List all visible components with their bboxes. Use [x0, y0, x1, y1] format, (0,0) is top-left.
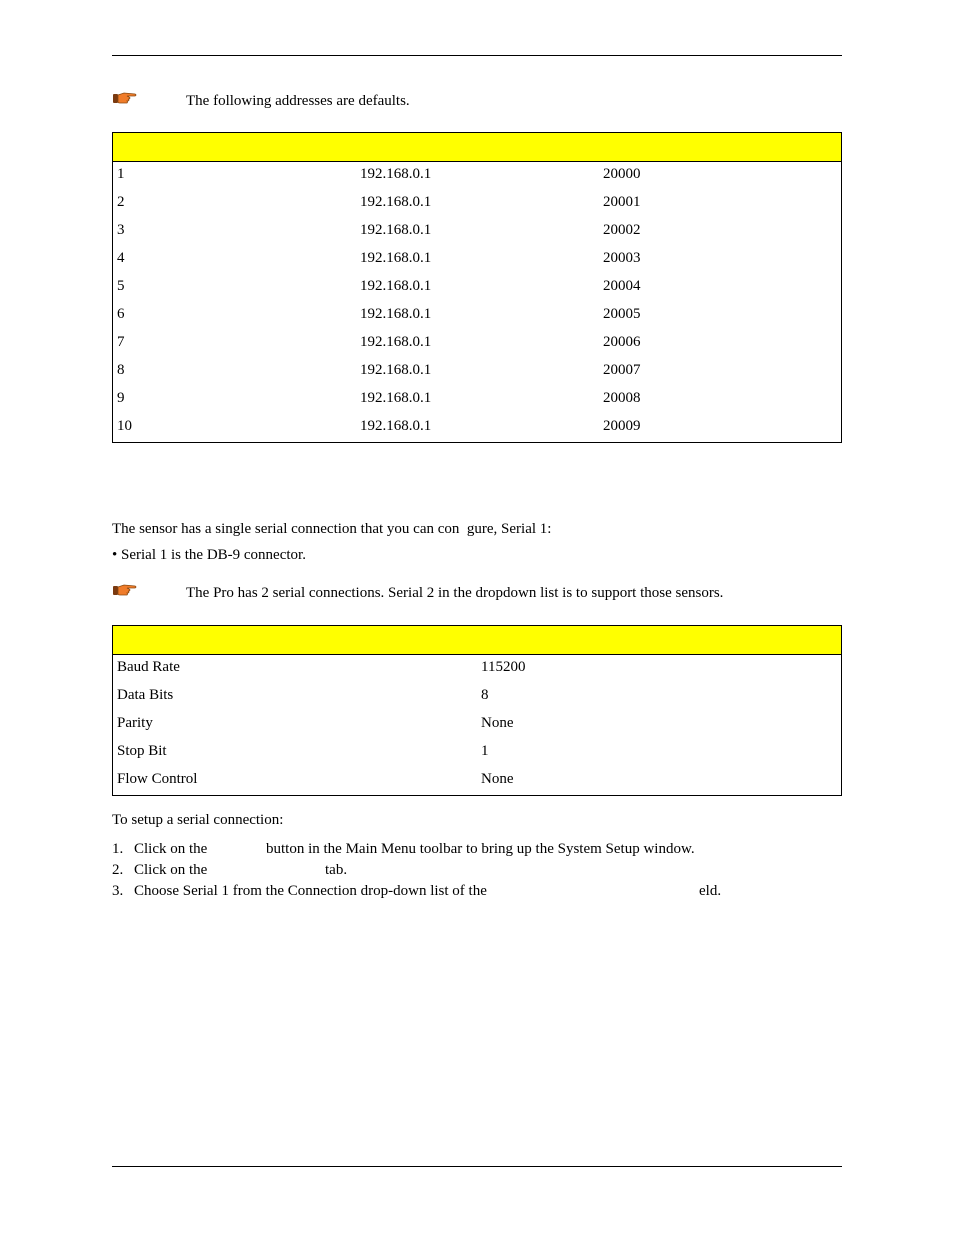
table-cell: Baud Rate	[117, 659, 180, 675]
step-text: Choose Serial 1 from the Connection drop-down list of the	[134, 883, 487, 899]
table-cell: 20007	[603, 362, 641, 378]
table-row	[113, 274, 841, 302]
table-cell: 192.168.0.1	[360, 278, 432, 294]
step-text: Click on the	[134, 862, 208, 878]
table-cell: 7	[117, 334, 125, 350]
table-cell: 3	[117, 222, 125, 238]
note-pro-serial	[112, 585, 842, 612]
table-cell: 115200	[481, 659, 526, 675]
table-cell: 8	[481, 687, 489, 703]
table-cell: 1	[481, 743, 489, 759]
table-row	[113, 330, 841, 358]
step-text: tab.	[325, 862, 348, 878]
table-row	[113, 190, 841, 218]
step-number: 3.	[112, 883, 124, 899]
table-row	[113, 246, 841, 274]
table-header	[113, 626, 841, 655]
step-text: eld.	[699, 883, 722, 899]
table-row	[113, 162, 841, 190]
table-cell: 20002	[603, 222, 641, 238]
table-cell: 20006	[603, 334, 641, 350]
table-header	[113, 133, 841, 162]
table-cell: 192.168.0.1	[360, 222, 432, 238]
table-cell: 9	[117, 390, 125, 406]
note-defaults	[112, 93, 842, 120]
table-row	[113, 711, 841, 739]
table-row	[113, 767, 841, 795]
table-cell: 192.168.0.1	[360, 334, 432, 350]
serial-table	[112, 625, 842, 796]
table-cell: 192.168.0.1	[360, 362, 432, 378]
header-rule	[112, 55, 842, 56]
table-cell: Stop Bit	[117, 743, 167, 759]
table-cell: 5	[117, 278, 125, 294]
address-table	[112, 132, 842, 443]
table-cell: 2	[117, 194, 125, 210]
table-row	[113, 655, 841, 683]
step-number: 1.	[112, 841, 124, 857]
table-cell: 20001	[603, 194, 641, 210]
table-cell: None	[481, 771, 514, 787]
table-cell: 4	[117, 250, 125, 266]
note-text: The Pro has 2 serial connections. Serial 2 in the dropdown list is to support those sensors.	[186, 585, 724, 601]
table-row	[113, 302, 841, 330]
table-cell: 20009	[603, 418, 641, 434]
table-cell: Flow Control	[117, 771, 198, 787]
pointing-hand-icon	[112, 90, 138, 106]
table-cell: 192.168.0.1	[360, 166, 432, 182]
table-cell: 192.168.0.1	[360, 250, 432, 266]
pointing-hand-icon	[112, 582, 138, 598]
table-cell: 20003	[603, 250, 641, 266]
table-cell: 20005	[603, 306, 641, 322]
table-row	[113, 739, 841, 767]
table-row	[113, 386, 841, 414]
table-cell: Data Bits	[117, 687, 174, 703]
serial-intro: The sensor has a single serial connection that you can con gure, Serial 1:	[112, 521, 552, 537]
table-row	[113, 683, 841, 711]
table-cell: 192.168.0.1	[360, 390, 432, 406]
footer-rule	[112, 1166, 842, 1167]
table-row	[113, 358, 841, 386]
table-row	[113, 218, 841, 246]
table-cell: 20000	[603, 166, 641, 182]
table-cell: 192.168.0.1	[360, 194, 432, 210]
setup-intro: To setup a serial connection:	[112, 812, 284, 828]
table-cell: 192.168.0.1	[360, 418, 432, 434]
step-text: Click on the	[134, 841, 208, 857]
table-cell: None	[481, 715, 514, 731]
table-cell: 20004	[603, 278, 641, 294]
table-cell: 1	[117, 166, 125, 182]
note-text: The following addresses are defaults.	[186, 93, 410, 109]
table-cell: 6	[117, 306, 125, 322]
serial-bullet: • Serial 1 is the DB-9 connector.	[112, 547, 306, 563]
table-cell: 10	[117, 418, 132, 434]
step-number: 2.	[112, 862, 124, 878]
table-cell: 20008	[603, 390, 641, 406]
table-cell: Parity	[117, 715, 153, 731]
table-cell: 8	[117, 362, 125, 378]
step-text: button in the Main Menu toolbar to bring up the System Setup window.	[266, 841, 695, 857]
table-row	[113, 414, 841, 442]
table-cell: 192.168.0.1	[360, 306, 432, 322]
